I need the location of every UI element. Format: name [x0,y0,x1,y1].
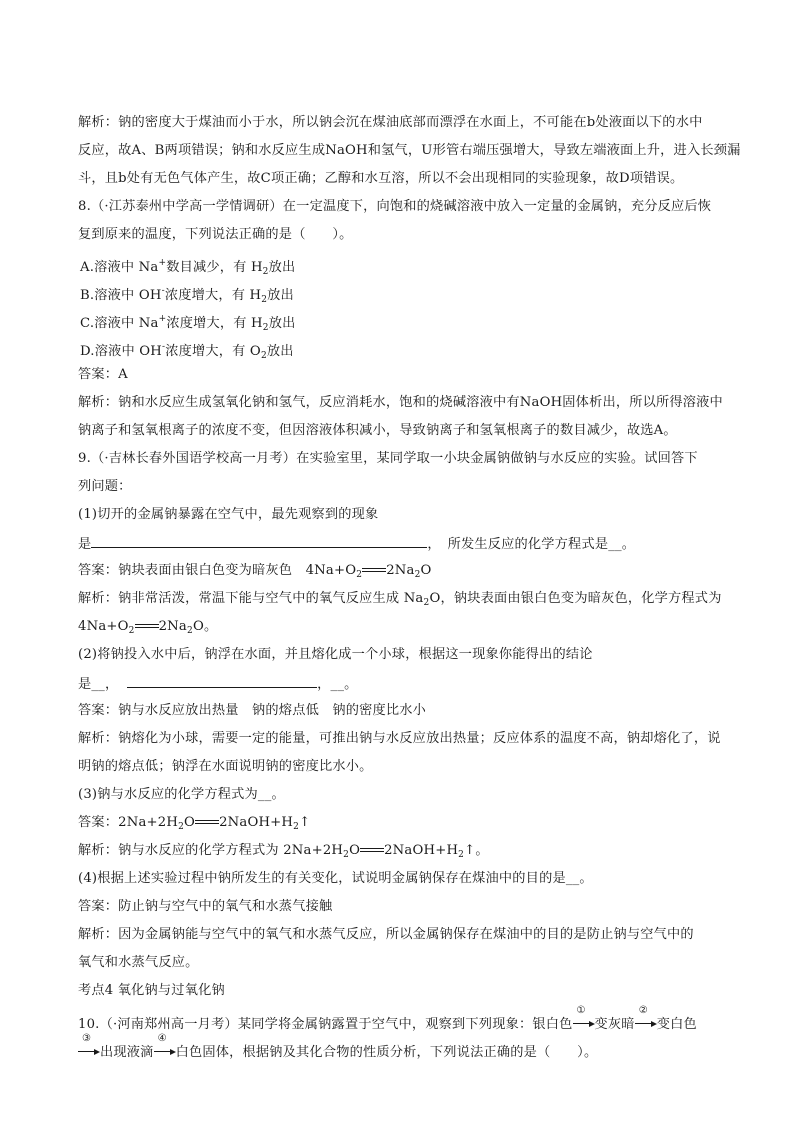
q10-stem: 10.（·河南郑州高一月考）某同学将金属钠露置于空气中，观察到下列现象：银白色 ① 变灰暗 ② 变白色 [78,1005,697,1032]
answer-blank [127,674,317,688]
explanation-line: 反应，故A、B两项错误；钠和水反应生成NaOH和氢气，U形管右端压强增大，导致左端液面上升，进入长颈漏 [78,143,741,158]
q8-option-d: D.溶液中 OH-浓度增大，有 $O_2$放出 [80,342,294,361]
q8-stem: 8.（·江苏泰州中学高一学情调研）在一定温度下，向饱和的烧碱溶液中放入一定量的金属钠，充分反应后恢 [78,199,712,214]
q9-part2-blank-line: 是__， ，__。 [78,674,358,694]
arrow-icon: ② [635,1014,657,1028]
equals-sign [135,624,159,630]
q9-answer2: 答案：钠与水反应放出热量 钠的熔点低 钠的密度比水小 [78,703,427,718]
q9-explanation2: 明钠的熔点低；钠浮在水面说明钠的密度比水小。 [78,759,373,774]
q9-part2: (2)将钠投入水中后，钠浮在水面，并且熔化成一个小球，根据这一现象你能得出的结论 [78,647,593,662]
q8-explanation: 钠离子和氢氧根离子的浓度不变，但因溶液体积减小，导致钠离子和氢氧根离子的数目减少，故选A。 [78,423,677,438]
q9-explanation1: 解析：钠非常活泼，常温下能与空气中的氧气反应生成 $Na_2O$，钠块表面由银白色变为暗灰色，化学方程式为 [78,591,722,608]
q9-part1: (1)切开的金属钠暴露在空气中，最先观察到的现象 [78,507,379,522]
q9-stem: 列问题： [78,479,132,494]
q9-stem: 9.（·吉林长春外国语学校高一月考）在实验室里，某同学取一小块金属钠做钠与水反应的实验。试回答下 [78,451,698,466]
section-heading: 考点4 氧化钠与过氧化钠 [78,983,225,998]
q8-option-a: A.溶液中 Na+数目减少，有 $H_2$放出 [80,258,296,277]
q9-part1-blank-line: 是 ， 所发生反应的化学方程式是__。 [78,534,635,554]
q9-explanation4: 解析：因为金属钠能与空气中的氧气和水蒸气反应，所以金属钠保存在煤油中的目的是防止钠与空气中的 [78,927,694,942]
arrow-icon: ③ [78,1042,100,1056]
q9-part3: (3)钠与水反应的化学方程式为__。 [78,787,285,802]
q10-stem: ③ 出现液滴 ④ 白色固体，根据钠及其化合物的性质分析，下列说法正确的是（ ）。 [78,1042,597,1062]
q9-answer3: 答案：$2Na+2H_2O$ $2NaOH+H_2↑$ [78,815,311,832]
q9-answer1: 答案：钠块表面由银白色变为暗灰色 $4Na+O_2$ $2Na_2O$ [78,563,432,580]
q8-explanation: 解析：钠和水反应生成氢氧化钠和氢气，反应消耗水，饱和的烧碱溶液中有NaOH固体析出，所以所得溶液中 [78,395,723,410]
explanation-line: 解析：钠的密度大于煤油而小于水，所以钠会沉在煤油底部而漂浮在水面上，不可能在b处液面以下的水中 [78,115,703,130]
q8-option-c: C.溶液中 Na+浓度增大，有 $H_2$放出 [80,314,296,333]
q8-answer: 答案：A [78,367,128,382]
q9-part4: (4)根据上述实验过程中钠所发生的有关变化，试说明金属钠保存在煤油中的目的是__。 [78,871,593,886]
explanation-line: 斗，且b处有无色气体产生，故C项正确；乙醇和水互溶，所以不会出现相同的实验现象，故D项错误。 [78,171,684,186]
q9-explanation2: 解析：钠熔化为小球，需要一定的能量，可推出钠与水反应放出热量；反应体系的温度不高，钠却熔化了，说 [78,731,721,746]
answer-blank [91,534,427,548]
arrow-icon: ① [573,1014,595,1028]
q8-option-b: B.溶液中 OH-浓度增大，有 $H_2$放出 [80,286,294,305]
arrow-icon: ④ [154,1042,176,1056]
equals-sign [360,848,384,854]
q9-explanation4: 氧气和水蒸气反应。 [78,955,199,970]
equals-sign [362,568,386,574]
q9-explanation3: 解析：钠与水反应的化学方程式为 $2Na+2H_2O$ $2NaOH+H_2↑$。 [78,843,489,860]
q9-explanation1: $4Na+O_2$ $2Na_2O$。 [78,619,218,636]
q8-stem: 复到原来的温度，下列说法正确的是（ ）。 [78,227,353,242]
q9-answer4: 答案：防止钠与空气中的氧气和水蒸气接触 [78,899,333,914]
equals-sign [195,820,219,826]
